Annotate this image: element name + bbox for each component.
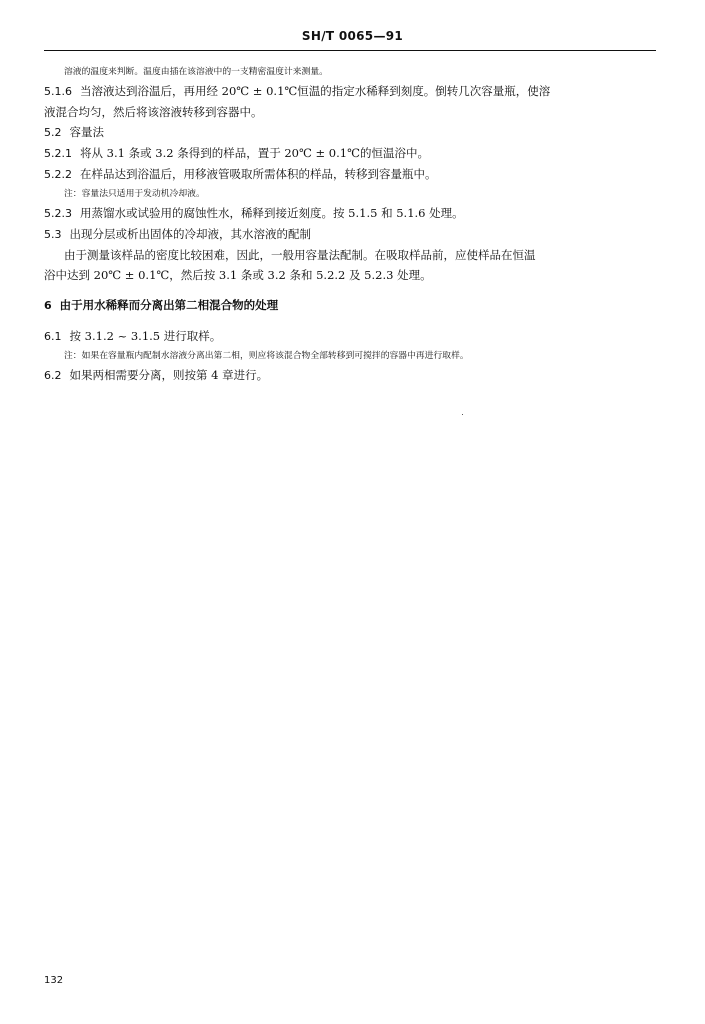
note-6-1 <box>44 347 660 365</box>
note-text: 注：容量法只适用于发动机冷却液。 <box>64 189 205 199</box>
continuation-line <box>44 63 660 81</box>
clause-number: 6.2 <box>44 369 62 382</box>
standard-code-header: SH/T 0065—91 <box>301 29 404 43</box>
clause-text: 如果两相需要分离，则按第 4 章进行。 <box>69 368 269 382</box>
clause-number: 5.2 <box>44 126 62 139</box>
speck <box>462 414 463 415</box>
section-title: 由于用水稀释而分离出第二相混合物的处理 <box>59 298 279 312</box>
spacer <box>44 285 660 295</box>
continuation-line <box>44 265 660 285</box>
clause-text: 当溶液达到浴温后，再用经 20℃ ± 0.1℃恒温的指定水稀释到刻度。倒转几次容量瓶，使溶 <box>80 84 551 98</box>
line-text: 溶液的温度来判断。温度由插在该溶液中的一支精密温度计来测量。 <box>64 67 328 77</box>
line-text: 由于测量该样品的密度比较困难，因此，一般用容量法配制。在吸取样品前，应使样品在恒温 <box>64 248 536 262</box>
clause-number: 5.2.3 <box>44 207 72 220</box>
clause-5-1-6 <box>44 81 660 102</box>
clause-title: 容量法 <box>69 125 104 139</box>
clause-number: 6.1 <box>44 330 62 343</box>
document-body <box>44 63 660 386</box>
clause-5-2-1 <box>44 143 660 164</box>
clause-6-1 <box>44 326 660 347</box>
clause-title: 出现分层或析出固体的冷却液，其水溶液的配制 <box>69 227 311 241</box>
header-rule <box>44 50 656 51</box>
clause-5-3 <box>44 224 660 245</box>
clause-number: 5.3 <box>44 228 62 241</box>
page-number: 132 <box>44 975 64 986</box>
paragraph-line <box>44 245 660 265</box>
clause-number: 5.1.6 <box>44 85 72 98</box>
section-6-heading <box>44 295 660 316</box>
clause-text: 在样品达到浴温后，用移液管吸取所需体积的样品，转移到容量瓶中。 <box>80 167 437 181</box>
line-text: 浴中达到 20℃ ± 0.1℃，然后按 3.1 条或 3.2 条和 5.2.2 及 5.2.3 处理。 <box>44 268 432 282</box>
continuation-line <box>44 102 660 122</box>
clause-text: 用蒸馏水或试验用的腐蚀性水，稀释到接近刻度。按 5.1.5 和 5.1.6 处理。 <box>80 206 464 220</box>
line-text: 液混合均匀，然后将该溶液转移到容器中。 <box>44 105 263 119</box>
clause-5-2-3 <box>44 203 660 224</box>
clause-number: 5.2.1 <box>44 147 72 160</box>
spacer <box>44 316 660 326</box>
section-number: 6 <box>44 299 52 312</box>
note-5-2-2 <box>44 185 660 203</box>
clause-6-2 <box>44 365 660 386</box>
clause-number: 5.2.2 <box>44 168 72 181</box>
clause-text: 将从 3.1 条或 3.2 条得到的样品，置于 20℃ ± 0.1℃的恒温浴中。 <box>80 146 429 160</box>
clause-5-2-2 <box>44 164 660 185</box>
note-text: 注：如果在容量瓶内配制水溶液分离出第二相，则应将该混合物全部转移到可搅拌的容器中再进行取样。 <box>64 351 469 361</box>
clause-text: 按 3.1.2 ~ 3.1.5 进行取样。 <box>69 329 222 343</box>
clause-5-2 <box>44 122 660 143</box>
